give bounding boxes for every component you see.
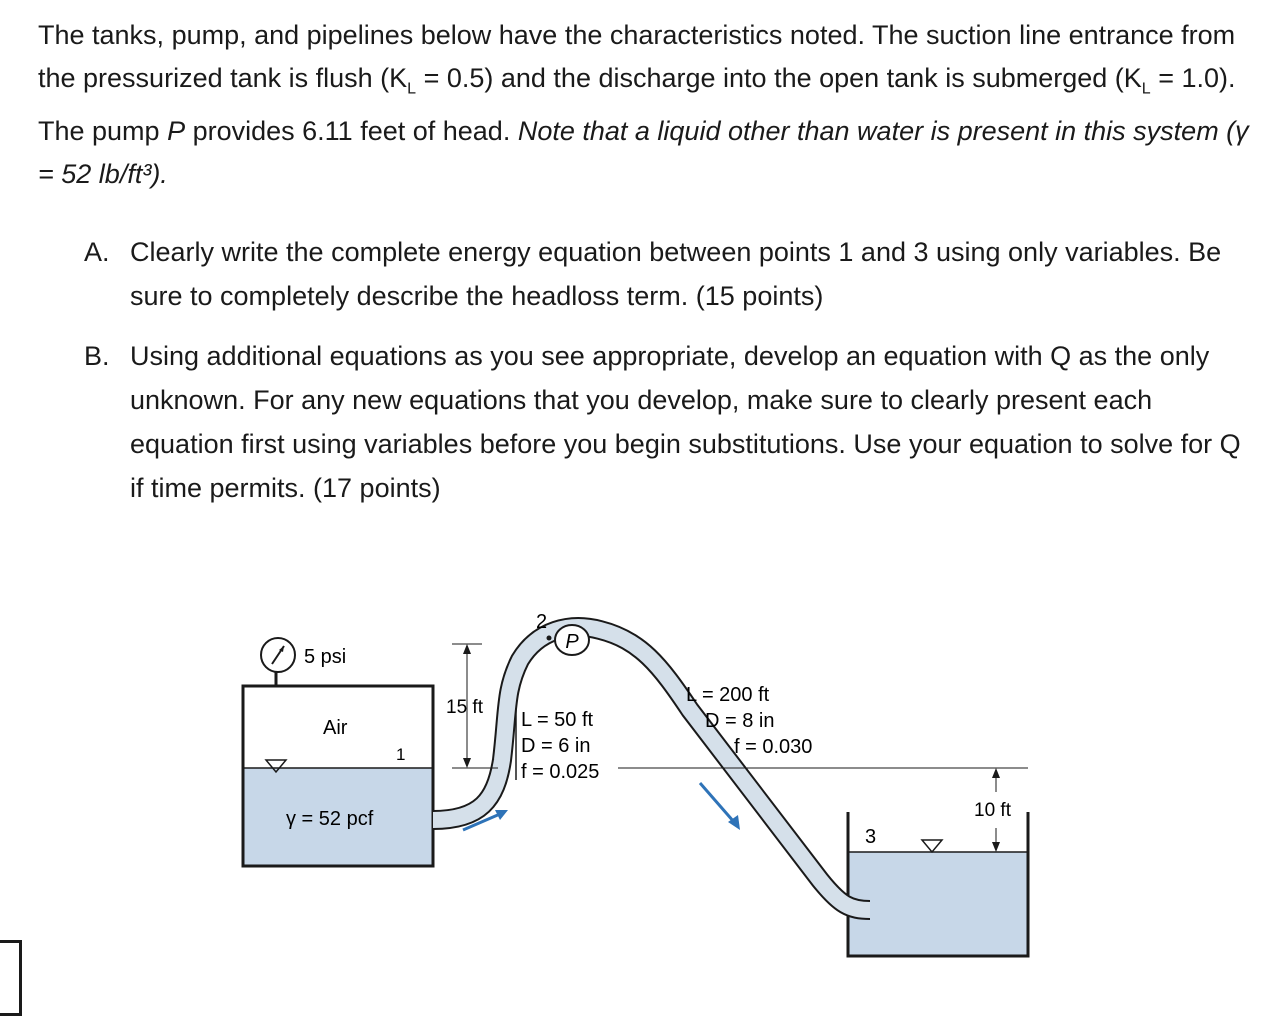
dim-10-arrow-down-icon (992, 842, 1000, 852)
pump-symbol: P (167, 116, 186, 147)
pipeline (433, 627, 870, 910)
pressure-gauge (261, 638, 295, 686)
question-b-label: B. (84, 341, 110, 371)
intro-part2: = 0.5) and the discharge into the open tank is submerged (K (416, 63, 1142, 93)
flow-arrow-discharge (700, 783, 734, 822)
question-a-text: Clearly write the complete energy equation between points 1 and 3 using only variables. Be sure to completely describe the headloss term. (15 points) (130, 237, 1222, 311)
subscript-l1: L (407, 80, 417, 98)
right-tank-liquid (848, 852, 1028, 956)
intro-part4: provides 6.11 feet of head. (185, 116, 518, 147)
dim-10-label: 10 ft (974, 800, 1011, 821)
point-1-label: 1 (396, 745, 406, 764)
intro-note: Note that a liquid other than water is present in this system (γ = 52 lb/ft³). (38, 116, 1249, 190)
gauge-label: 5 psi (304, 646, 347, 668)
question-b-text: Using additional equations as you see appropriate, develop an equation with Q as the only unknown. For any new equations that you develop, make sure to clearly present each equation first using variables before you begin substitutions. Use your equation to solve for Q if time permits. (17 points) (130, 341, 1241, 503)
air-label: Air (323, 717, 348, 739)
answer-box-edge (0, 940, 22, 1016)
point-2-label: 2 (536, 611, 548, 633)
intro-part1: The tanks, pump, and pipelines below have the characteristics noted. The suction line entrance from the pressurized tank is flush (K (38, 20, 1236, 93)
intro-part3: = 1.0). The pump (38, 63, 1236, 147)
pressurized-tank (243, 686, 433, 866)
dimension-10ft (618, 768, 1028, 852)
gamma-label: γ = 52 pcf (286, 808, 374, 830)
flow-arrows (463, 783, 740, 830)
subscript-l2: L (1141, 80, 1151, 98)
suction-friction: f = 0.025 (521, 761, 600, 783)
discharge-friction: f = 0.030 (734, 736, 813, 758)
question-a-label: A. (84, 237, 110, 267)
suction-diameter: D = 6 in (521, 735, 591, 757)
suction-length: L = 50 ft (521, 709, 594, 731)
dim-15-arrow-down-icon (463, 758, 471, 768)
point-3-label: 3 (865, 826, 877, 848)
right-tank-level-marker-icon (922, 840, 942, 852)
point-2-dot (547, 636, 552, 641)
discharge-diameter: D = 8 in (705, 710, 775, 732)
discharge-length: L = 200 ft (686, 684, 770, 706)
dim-15-label: 15 ft (446, 697, 483, 718)
pipe-fill (433, 627, 870, 910)
pump-label: P (565, 631, 579, 653)
dim-15-arrow-up-icon (463, 644, 471, 654)
dim-10-arrow-up-icon (992, 768, 1000, 778)
